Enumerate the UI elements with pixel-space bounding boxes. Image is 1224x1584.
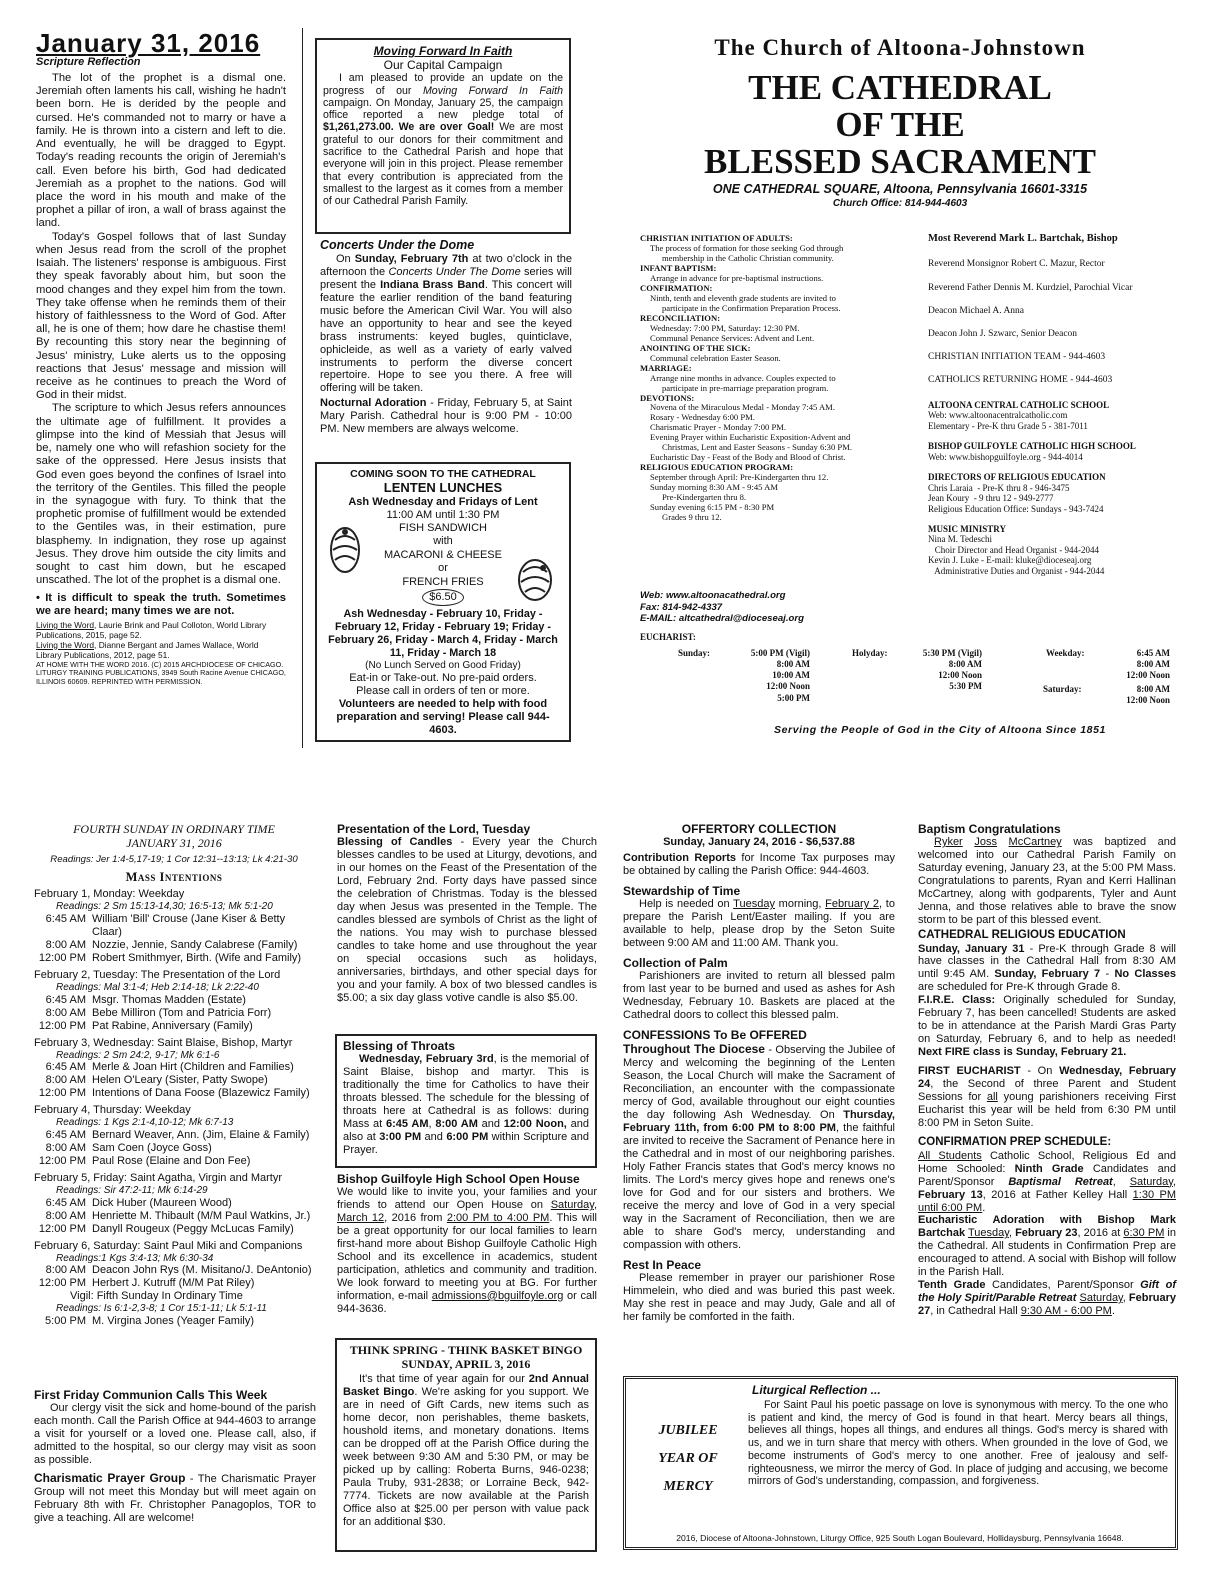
staff-entry: Most Reverend Mark L. Bartchak, Bishop <box>928 233 1118 244</box>
church-office-phone: Church Office: 814-944-4603 <box>832 198 968 209</box>
directory-line: Ninth, tenth and eleventh grade students are invited to <box>650 292 836 303</box>
mass-intention-row <box>34 1020 314 1033</box>
email-link[interactable]: E-MAIL: altcathedral@dioceseaj.org <box>640 613 804 624</box>
copyright-notice: AT HOME WITH THE WORD 2016. (C) 2015 ARCHDIOCESE OF CHICAGO. LITURGY TRAINING PUBLICATIONS, 3949 South Racine Avenue CHICAGO, ILLINOIS 60609. REPRINTED WITH PERMISSION. <box>36 659 286 686</box>
nocturnal-adoration: Nocturnal Adoration - Friday, February 5, at Saint Mary Parish. Cathedral hour is 9:00 PM - 10:00 PM. New members are always welcome. <box>320 397 572 436</box>
mass-time: 5:30 PM (Vigil) <box>922 648 982 658</box>
serving-tagline: Serving the People of God in the City of Altoona Since 1851 <box>774 724 1106 736</box>
liturgical-reflection-box <box>623 1376 1178 1550</box>
religious-ed-title: CATHEDRAL RELIGIOUS EDUCATION <box>918 928 1126 941</box>
stewardship-text: Help is needed on Tuesday morning, February 2, to prepare the Parish Lent/Easter mailing. If you are available to help, please drop by the Seton Suite between 9:00 AM and 11:00 AM. Thank you. <box>623 898 895 950</box>
mass-time: 8:00 AM <box>1136 684 1170 694</box>
mass-intention-time: 6:45 AM <box>45 1129 86 1142</box>
throats-title: Blessing of Throats <box>343 1039 456 1053</box>
guilfoyle-text: We would like to invite you, your families and your friends to attend our Open House on Saturday, March 12, 2016 from 2:00 PM to 4:00 PM. This will be a great opportunity for our local families to learn first-hand more about Bishop Guilfoyle Catholic High School and its excellence in academics, student participation, athletics and community and tradition. We look forward to meeting you at BG. For further information, e-mail admissions@bguilfoyle.org or call 944-3636. <box>337 1186 597 1315</box>
mass-intention-row <box>34 952 314 965</box>
guilfoyle-section <box>337 1172 597 1316</box>
directory-heading: RELIGIOUS EDUCATION PROGRAM: <box>640 462 794 473</box>
rest-title: Rest In Peace <box>623 1257 702 1272</box>
mass-intention-name: William 'Bill' Crouse (Jane Kiser & Betty Claar) <box>92 913 286 939</box>
mass-intention-name: Intentions of Dana Foose (Blazewicz Family) <box>92 1087 310 1100</box>
lenten-price: $6.50 <box>422 589 464 606</box>
ministry-directory <box>640 234 920 523</box>
reflection-bullet: • It is difficult to speak the truth. Sometimes we are heard; many times we are not. <box>36 591 286 617</box>
mass-intention-time: 8:00 AM <box>45 1142 86 1155</box>
school-line: Religious Education Office: Sundays - 943-7424 <box>928 503 1104 514</box>
mass-days <box>34 888 314 1290</box>
scripture-reflection-subtitle: Scripture Reflection <box>36 56 141 68</box>
mass-time: 8:00 AM <box>776 659 810 670</box>
reflection-paragraph: The scripture to which Jesus refers announces the ultimate age of fulfillment. It provides a glimpse into the kind of Messiah that Jesus will be, namely one who will refashion society for the sake of the oppressed. Here Jesus insists that God even goes beyond the confines of Israel into the territory of the Gentiles. This filled the people in the synagogue with fury. To think that the prophetic promise of fulfillment would be extended to the Gentiles was, in their estimation, pure blasphemy. In indignation, they rose up against Jesus. They drove him outside the city limits and sought to cast him down, but he escaped unscathed. The lot of the prophet is a dismal one. <box>36 402 286 587</box>
directory-heading: INFANT BAPTISM: <box>640 262 717 273</box>
directory-line: Charismatic Prayer - Monday 7:00 PM. <box>650 422 787 433</box>
bulletin-date: January 31, 2016 <box>36 28 261 58</box>
lenten-eat: Eat-in or Take-out. No pre-paid orders. <box>349 671 537 684</box>
bingo-date: SUNDAY, APRIL 3, 2016 <box>401 1357 531 1372</box>
fax-number: Fax: 814-942-4337 <box>640 601 723 613</box>
sunday-title: FOURTH SUNDAY IN ORDINARY TIME <box>73 822 275 836</box>
admissions-email-link[interactable]: admissions@bguilfoyle.org <box>431 1289 564 1302</box>
sunday-times <box>720 648 810 704</box>
concerts-text: On Sunday, February 7th at two o'clock in the afternoon the Concerts Under The Dome series will present the Indiana Brass Band. This concert will feature the earlier rendition of the band featuring music before the American Civil War. You will also have an opportunity to hear and see the keyed brass instruments: keyed bugles, quinticlave, ophicleide, as well as a variety of early valved instruments to perform the diverse concert repertoire. Hope to see you there. A free will offering will be taken. <box>320 252 573 395</box>
mass-day-readings: Readings: Mal 3:1-4; Heb 2:14-18; Lk 2:22-40 <box>56 981 259 993</box>
confessions-title: CONFESSIONS To Be OFFERED <box>623 1028 807 1043</box>
confirmation-title: CONFIRMATION PREP SCHEDULE: <box>918 1136 1112 1149</box>
lenten-dates: Ash Wednesday - February 10, Friday - February 12, Friday - February 19; Friday - February 26, Friday - March 4, Friday - March 11, Friday - March 18 <box>328 608 558 659</box>
mass-intention-row <box>34 1155 314 1168</box>
directory-heading: MARRIAGE: <box>640 362 692 373</box>
school-heading: MUSIC MINISTRY <box>928 523 1006 534</box>
mass-intention-time: 12:00 PM <box>38 1222 86 1235</box>
baptism-text: Ryker Joss McCartney was baptized and welcomed into our Cathedral Parish Family on Saturday evening, January 23, at the 5:00 PM Mass. Congratulations to parents, Ryan and Kerri Hallinan McCartney, along with godparents, Tyler and Aunt Jenna, and those relatives able to brave the snow storm to be part of this blessed event. <box>918 836 1176 926</box>
contribution-reports: Contribution Reports for Income Tax purposes may be obtained by calling the Parish Office: 944-4603. <box>623 852 895 878</box>
mass-intention-row <box>34 1087 314 1100</box>
directory-line: Sunday evening 6:15 PM - 8:30 PM <box>650 502 775 513</box>
mass-intention-time: 8:00 AM <box>45 1074 86 1087</box>
directory-line: The process of formation for those seeking God through <box>650 242 844 253</box>
scripture-reflection <box>36 72 286 686</box>
holyday-times <box>892 648 982 693</box>
offertory-amount: Sunday, January 24, 2016 - $6,537.88 <box>663 836 855 849</box>
directory-line: Sunday morning 8:30 AM - 9:45 AM <box>650 482 778 493</box>
saturday-label: Saturday: <box>1043 684 1082 694</box>
mass-intention-time: 8:00 AM <box>45 1264 86 1277</box>
bullet-icon: • <box>36 591 46 604</box>
school-line: Kevin J. Luke - E-mail: kluke@dioceseaj.org <box>928 555 1092 566</box>
lenten-volunteers: Volunteers are needed to help with food preparation and serving! Please call 944-4603. <box>336 697 550 736</box>
directory-heading: ANOINTING OF THE SICK: <box>640 342 751 353</box>
bingo-title: THINK SPRING - THINK BASKET BINGO <box>349 1343 583 1357</box>
mass-intention-row <box>34 939 314 952</box>
mass-time: 8:00 AM <box>1136 659 1170 670</box>
fish-icon <box>325 522 365 578</box>
mass-day-readings: Readings: 2 Sm 15:13-14,30; 16:5-13; Mk 5:1-20 <box>56 901 273 913</box>
mass-intention-name: Helen O'Leary (Sister, Patty Swope) <box>92 1074 268 1087</box>
capital-campaign-title: Moving Forward In Faith <box>373 44 513 58</box>
mass-intention-time: 6:45 AM <box>45 913 86 926</box>
lenten-subtitle: Ash Wednesday and Fridays of Lent <box>348 495 538 508</box>
baptism-title: Baptism Congratulations <box>918 822 1061 836</box>
lenten-no-lunch: (No Lunch Served on Good Friday) <box>365 659 521 671</box>
mass-intention-time: 12:00 PM <box>38 1155 86 1168</box>
mass-day-heading: February 5, Friday: Saint Agatha, Virgin and Martyr <box>34 1172 283 1185</box>
stewardship-title: Stewardship of Time <box>623 884 741 899</box>
mass-intention-row <box>34 1264 314 1277</box>
liturgical-title: Liturgical Reflection ... <box>752 1383 881 1397</box>
lenten-coming: COMING SOON TO THE CATHEDRAL <box>350 468 536 480</box>
schools-directory <box>928 400 1208 586</box>
reflection-paragraph: The lot of the prophet is a dismal one. Jeremiah often laments his call, wishing he hadn't been born. He is derided by the people and cursed. He's commanded not to marry or have a family. He is thrown into a cistern and left to die. And eventually, he will be dragged to Egypt. Today's reading recounts the origin of Jeremiah's call. Even before his birth, God had dedicated Jeremiah as a prophet to the nations. God will place the word in his mouth and make of the prophet a pillar of iron, a wall of brass against the land. <box>36 72 286 230</box>
weekday-label: Weekday: <box>1046 648 1085 658</box>
directory-line: Communal celebration Easter Season. <box>650 352 781 363</box>
school-heading: BISHOP GUILFOYLE CATHOLIC HIGH SCHOOL <box>928 441 1136 452</box>
directory-line: Grades 9 thru 12. <box>662 512 722 523</box>
sunday-readings: Readings: Jer 1:4-5,17-19; 1 Cor 12:31--13:13; Lk 4:21-30 <box>50 854 298 866</box>
church-name: The Church of Altoona-Johnstown <box>714 35 1086 60</box>
school-line: Chris Laraia - Pre-K thru 8 - 946-3475 <box>928 482 1070 493</box>
directory-heading: DEVOTIONS: <box>640 392 695 403</box>
mass-day-heading: February 4, Thursday: Weekday <box>34 1104 191 1117</box>
mass-day-heading: February 6, Saturday: Saint Paul Miki and Companions <box>34 1239 303 1252</box>
mass-intention-time: 12:00 PM <box>38 1277 86 1290</box>
mass-intention-name: Sam Coen (Joyce Goss) <box>92 1142 212 1155</box>
staff-entry: Reverend Monsignor Robert C. Mazur, Rector <box>928 259 1105 270</box>
mass-intention-name: Dick Huber (Maureen Wood) <box>92 1196 232 1209</box>
confessions-text: Throughout The Diocese - Observing the Jubilee of Mercy and welcoming the beginning of the Lenten Season, the Local Church will make the Sacrament of Reconciliation, an encounter with the compassionate mercy of God, available throughout our eight counties the day following Ash Wednesday. On Thursday, February 11th, from 6:00 PM to 8:00 PM, the faithful are invited to receive the Sacrament of Penance here in the Cathedral and in most of our neighboring parishes. Holy Father Francis states that God's mercy knows no limits. The Lord's mercy gives hope and renews one's love for God and for our sisters and brothers. We receive the mercy and love of God in a very special way in the Sacrament of Reconciliation, then we are able to share God's mercy, understanding and compassion with others. <box>623 1042 896 1251</box>
palm-title: Collection of Palm <box>623 956 728 971</box>
mass-intention-name: Nozzie, Jennie, Sandy Calabrese (Family) <box>92 939 298 952</box>
directory-line: participate in the Confirmation Preparation Process. <box>662 302 841 313</box>
vigil-mass-row: 5:00 PM M. Virgina Jones (Yeager Family) <box>45 1315 255 1328</box>
staff-directory <box>928 233 1208 399</box>
staff-entry: CHRISTIAN INITIATION TEAM - 944-4603 <box>928 352 1106 363</box>
mass-time: 8:00 AM <box>948 659 982 670</box>
mass-day-heading: February 1, Monday: Weekday <box>34 888 185 901</box>
mass-intention-time: 6:45 AM <box>45 993 86 1006</box>
directory-line: Novena of the Miraculous Medal - Monday 7:45 AM. <box>650 402 835 413</box>
mass-intention-name: Danyll Rougeux (Peggy McLucas Family) <box>92 1222 294 1235</box>
offertory-section <box>623 822 895 1324</box>
mass-intention-row <box>34 1210 314 1223</box>
staff-entry: Deacon John J. Szwarc, Senior Deacon <box>928 328 1078 339</box>
basket-bingo-box <box>335 1338 597 1552</box>
mass-time: 5:30 PM <box>949 681 982 692</box>
school-line: Elementary - Pre-K thru Grade 5 - 381-7011 <box>928 420 1088 431</box>
blessing-of-throats-box <box>335 1034 597 1168</box>
school-heading: ALTOONA CENTRAL CATHOLIC SCHOOL <box>928 400 1110 410</box>
mass-day-readings: Readings: Sir 47:2-11; Mk 6:14-29 <box>56 1185 208 1196</box>
mass-intention-name: Bernard Weaver, Ann. (Jim, Elaine & Family) <box>92 1129 310 1142</box>
throats-text: Wednesday, February 3rd, is the memorial of Saint Blaise, bishop and martyr. This is traditionally the time for Catholics to have their throats blessed. The schedule for the blessing of throats here at Cathedral is as follows: during Mass at 6:45 AM, 8:00 AM and 12:00 Noon, and also at 3:00 PM and 6:00 PM within Scripture and Prayer. <box>343 1053 589 1156</box>
contact-info <box>640 590 920 625</box>
presentation-text: Blessing of Candles - Every year the Church blesses candles to be used at Liturgy, devotions, and in our homes on the Feast of the Presentation of the Lord, February 2nd. Forty days have passed since the celebration of Christmas. Today is the blessed day when Jesus was presented in the Temple. The candles blessed are symbols of Christ as the light of the nations. You may wish to purchase blessed candles to take home and use throughout the year on special occasions such as holidays, anniversaries, birthdays, and other special days for you and your family. A box of two blessed candles is $5.00; a six day glass votive candle is also $5.00. <box>337 836 597 1004</box>
lenten-menu: 11:00 AM until 1:30 PM FISH SANDWICH with MACARONI & CHEESE or FRENCH FRIES <box>384 508 502 588</box>
school-line: Jean Koury - 9 thru 12 - 949-2777 <box>928 493 1054 504</box>
saturday-times <box>1080 684 1170 706</box>
directory-line: Arrange in advance for pre-baptismal instructions. <box>650 272 824 283</box>
school-group <box>928 472 1208 514</box>
eucharist-label: EUCHARIST: <box>640 632 696 642</box>
lenten-title: LENTEN LUNCHES <box>383 480 503 496</box>
first-friday-text: Our clergy visit the sick and home-bound of the parish each month. Call the Parish Office at 944-4603 to arrange a visit for yourself or a loved one. Please call, also, if admitted to the hospital, so our clergy may visit as soon as possible. <box>34 1402 316 1467</box>
directory-line: Arrange nine months in advance. Couples expected to <box>650 372 836 383</box>
citation: Living the Word, Laurie Brink and Paul Colloton, World Library Publications, 2015, page 52. <box>36 619 267 640</box>
directory-line: Evening Prayer within Eucharistic Exposition-Advent and <box>650 432 851 443</box>
mass-intention-row <box>34 1197 314 1210</box>
directory-line: Christmas, Lent and Easter Seasons - Sunday 6:30 PM. <box>662 442 852 453</box>
mass-intention-name: Paul Rose (Elaine and Don Fee) <box>92 1155 251 1168</box>
mass-intention-time: 6:45 AM <box>45 1196 86 1209</box>
tenth-grade-text: Tenth Grade Candidates, Parent/Sponsor Gift of the Holy Spirit/Parable Retreat Saturday, February 27, in Cathedral Hall 9:30 AM - 6:00 PM. <box>918 1279 1176 1318</box>
mass-time: 12:00 Noon <box>1126 695 1170 706</box>
school-group <box>928 524 1208 576</box>
mass-intention-row <box>34 1277 314 1290</box>
mass-intention-row <box>34 1007 314 1020</box>
school-line: Nina M. Tedeschi <box>928 534 992 545</box>
mass-time: 12:00 Noon <box>1126 670 1170 681</box>
mass-intention-row <box>34 1129 314 1142</box>
school-line: Administrative Duties and Organist - 944-2044 <box>928 565 1105 576</box>
column-divider <box>302 28 303 748</box>
liturgical-text: For Saint Paul his poetic passage on love is synonymous with mercy. To the one who is patient and kind, the mercy of God is found in that heart. Mercy bears all things, believes all things, hopes all things, and endures all things. God's mercy is shared with us, and we in turn share that mercy with others. When grounded in the love of God, we become instruments of God's mercy to one another. Free of jealousy and self-righteousness, we mirror the mercy of God. In place of judging and accusing, we become mirrors of God's understanding, compassion, and forgiveness. <box>748 1399 1168 1488</box>
fire-class-text: F.I.R.E. Class: Originally scheduled for Sunday, February 7, has been cancelled! Students are asked to be in attendance at the Parish Mardi Gras Party on Saturday, February 6, and to help as needed! Next FIRE class is Sunday, February 21. <box>918 994 1176 1059</box>
directory-line: Communal Penance Services: Advent and Lent. <box>650 332 815 343</box>
mass-intentions-section <box>34 822 314 1328</box>
concerts-section <box>320 238 572 436</box>
mass-intention-time: 12:00 PM <box>38 1019 86 1032</box>
directory-line: Pre-Kindergarten thru 8. <box>662 492 747 503</box>
mass-intention-name: Herbert J. Kutruff (M/M Pat Riley) <box>92 1277 255 1290</box>
mass-intention-name: Merle & Joan Hirt (Children and Families) <box>92 1061 294 1074</box>
presentation-title: Presentation of the Lord, Tuesday <box>337 822 531 836</box>
mass-intention-row <box>34 1142 314 1155</box>
concerts-title: Concerts Under the Dome <box>320 238 475 252</box>
school-line: Web: www.bishopguilfoyle.org - 944-4014 <box>928 451 1083 462</box>
bingo-text: It's that time of year again for our 2nd Annual Basket Bingo. We're asking for you support. We are in need of Gift Cards, new items such as home decor, non perishables, theme baskets, houshold items, and monetary donations. Items can be dropped off at the Parish Office during the week between 9:30 AM and 5:30 PM, or may be picked up by calling: Roberta Burns, 946-0238; Paula Truby, 931-2838; or Lorraine Beck, 942-7774. Tickets are now available at the Parish Office also at $25.00 per person with value pack for an additional $30. <box>343 1373 590 1528</box>
mass-time: 12:00 Noon <box>766 681 810 692</box>
holyday-label: Holyday: <box>852 648 888 658</box>
directory-heading: RECONCILIATION: <box>640 312 721 323</box>
mass-day-heading: February 3, Wednesday: Saint Blaise, Bishop, Martyr <box>34 1036 293 1049</box>
school-line: Choir Director and Head Organist - 944-2044 <box>928 544 1100 555</box>
directory-line: participate in pre-marriage preparation program. <box>662 382 829 393</box>
eucharist-schedule <box>640 632 1200 706</box>
mass-intention-name: Deacon John Rys (M. Misitano/J. DeAntonio) <box>92 1264 312 1277</box>
staff-entry: Reverend Father Dennis M. Kurdziel, Parochial Vicar <box>928 282 1133 293</box>
mass-intention-time: 6:45 AM <box>45 1061 86 1074</box>
rest-text: Please remember in prayer our parishioner Rose Himmelein, who died and was buried this past week. May she rest in peace and may Judy, Gale and all of her family be comforted in the faith. <box>623 1271 895 1323</box>
mass-intention-name: Henriette M. Thibault (M/M Paul Watkins, Jr.) <box>92 1209 311 1222</box>
staff-entry: Deacon Michael A. Anna <box>928 305 1025 316</box>
liturgical-footer: 2016, Diocese of Altoona-Johnstown, Liturgy Office, 925 South Logan Boulevard, Hollidaysburg, Pennsylvania 16648. <box>676 1532 1124 1543</box>
offertory-title: OFFERTORY COLLECTION <box>681 822 837 836</box>
first-friday-title: First Friday Communion Calls This Week <box>34 1388 268 1402</box>
directory-line: membership in the Catholic Christian community. <box>662 252 834 263</box>
mass-intention-row <box>34 994 314 1007</box>
mass-intention-time: 12:00 PM <box>38 952 86 965</box>
school-group <box>928 400 1208 431</box>
vigil-title: Vigil: Fifth Sunday In Ordinary Time <box>70 1290 243 1303</box>
staff-entry: CATHOLICS RETURNING HOME - 944-4603 <box>928 375 1113 386</box>
adoration-text: Eucharistic Adoration with Bishop Mark Bartchak Tuesday, February 23, 2016 at 6:30 PM in the Cathedral. All students in Confirmation Prep are encouraged to attend. A social with Bishop will follow in the Parish Hall. <box>918 1214 1176 1279</box>
mass-time: 6:45 AM <box>1136 648 1170 658</box>
mass-day-readings: Readings:1 Kgs 3:4-13; Mk 6:30-34 <box>56 1252 214 1264</box>
weekday-times <box>1080 648 1170 681</box>
palm-text: Parishioners are invited to return all blessed palm from last year to be burned and used as ashes for Ash Wednesday, February 10. Baskets are placed at the Cathedral doors to collect this blessed palm. <box>623 970 895 1022</box>
mass-intention-time: 8:00 AM <box>45 1209 86 1222</box>
mass-time: 10:00 AM <box>772 670 810 681</box>
capital-campaign-box <box>315 38 571 234</box>
school-line: Web: www.altoonacentralcatholic.com <box>928 410 1068 421</box>
fish-icon <box>513 554 557 606</box>
mass-time: 5:00 PM <box>777 692 810 703</box>
mass-day-readings: Readings: 1 Kgs 2:1-4,10-12; Mk 6:7-13 <box>56 1117 234 1129</box>
citation: Living the Word, Dianne Bergant and James Wallace, World Library Publications, 2012, page 51. <box>36 639 259 660</box>
mass-time: 12:00 Noon <box>938 670 982 681</box>
mass-intention-name: Robert Smithmyer, Birth. (Wife and Family) <box>92 952 302 965</box>
mass-day-readings: Readings: 2 Sm 24:2, 9-17; Mk 6:1-6 <box>56 1049 220 1061</box>
guilfoyle-title: Bishop Guilfoyle High School Open House <box>337 1172 580 1186</box>
lenten-lunches-box <box>315 462 571 742</box>
vigil-readings: Readings: Is 6:1-2,3-8; 1 Cor 15:1-11; Lk 5:1-11 <box>56 1303 267 1315</box>
mass-intention-row <box>34 1074 314 1087</box>
confirmation-text: All Students Catholic School, Religious Ed and Home Schooled: Ninth Grade Candidates and Parent/Sponsor Baptismal Retreat, Saturday, February 13, 2016 at Father Kelley Hall 1:30 PM until 6:00 PM. <box>918 1149 1177 1214</box>
capital-campaign-text: I am pleased to provide an update on the progress of our Moving Forward In Faith campaign. On Monday, January 25, the campaign office reported a new pledge total of $1,261,273.00. We are over Goal! We are most grateful to our donors for their commitment and sacrifice to the Cathedral Parish and hope that everyone will join in this project. Please remember that every contribution is appreciated from the smallest to the largest as it comes from a member of our Cathedral Parish Family. <box>323 72 563 208</box>
mass-intention-row <box>34 1061 314 1074</box>
sunday-label: Sunday: <box>678 648 711 658</box>
first-eucharist-text: FIRST EUCHARIST - On Wednesday, February 24, the Second of three Parent and Student Sessions for all young parishioners receiving First Eucharist this year will be held from 6:30 PM until 8:00 PM in Seton Suite. <box>918 1065 1176 1130</box>
directory-heading: CONFIRMATION: <box>640 282 713 293</box>
school-group <box>928 441 1208 462</box>
reflection-paragraph: Today's Gospel follows that of last Sunday when Jesus read from the scroll of the prophet Isaiah. The listeners' response is ambiguous. First they speak favorably about him, but soon the mood changes and they expel him from the town. They take offense when he reminds them of their history of faithlessness to the Word of God. After all, he is one of them; how dare he chastise them! By recounting this story near the beginning of Jesus' ministry, Luke alerts us to the opposing reactions that Jesus' message and mission will receive as he continues to preach the Word of God in their midst. <box>36 230 286 402</box>
directory-line: Rosary - Wednesday 6:00 PM. <box>650 412 755 423</box>
mass-intention-name: Bebe Milliron (Tom and Patricia Forr) <box>92 1006 272 1019</box>
cathedral-title: THE CATHEDRAL OF THE BLESSED SACRAMENT <box>704 68 1096 181</box>
directory-line: Wednesday: 7:00 PM, Saturday: 12:30 PM. <box>650 322 800 333</box>
mass-intention-name: Pat Rabine, Anniversary (Family) <box>92 1019 253 1032</box>
capital-campaign-subtitle: Our Capital Campaign <box>383 58 503 73</box>
directory-line: September through April: Pre-Kindergarten thru 12. <box>650 472 829 483</box>
sunday-date: JANUARY 31, 2016 <box>126 836 222 851</box>
presentation-section <box>337 822 597 1005</box>
mass-intention-row <box>34 1223 314 1236</box>
website-link[interactable]: Web: www.altoonacathedral.org <box>640 590 786 601</box>
jubilee-year-of-mercy: JUBILEE YEAR OF MERCY <box>658 1423 718 1494</box>
parish-news-section <box>918 822 1176 1318</box>
mass-intention-row <box>34 913 314 939</box>
mass-time: 5:00 PM (Vigil) <box>750 648 810 658</box>
charismatic-text: Charismatic Prayer Group - The Charismatic Prayer Group will not meet this Monday but will meet again on February 8th with Fr. Christopher Panagoplos, TOR to give a teaching. All are welcome! <box>34 1471 316 1524</box>
directory-heading: CHRISTIAN INITIATION OF ADULTS: <box>640 233 793 243</box>
mass-intention-time: 8:00 AM <box>45 939 86 952</box>
directory-line: Eucharistic Day - Feast of the Body and Blood of Christ. <box>650 452 846 463</box>
religious-ed-text: Sunday, January 31 - Pre-K through Grade 8 will have classes in the Cathedral Hall from 8:30 AM until 9:45 AM. Sunday, February 7 - No Classes are scheduled for Pre-K through Grade 8. <box>918 942 1176 994</box>
first-friday-section <box>34 1388 316 1525</box>
mass-intention-time: 8:00 AM <box>45 1006 86 1019</box>
mass-intention-name: Msgr. Thomas Madden (Estate) <box>92 993 246 1006</box>
cathedral-address: ONE CATHEDRAL SQUARE, Altoona, Pennsylvania 16601-3315 <box>712 182 1088 196</box>
lenten-call: Please call in orders of ten or more. <box>356 684 530 697</box>
mass-intention-time: 12:00 PM <box>38 1087 86 1100</box>
mass-intentions-title: Mass Intentions <box>125 869 223 884</box>
school-heading: DIRECTORS OF RELIGIOUS EDUCATION <box>928 472 1106 483</box>
mass-day-heading: February 2, Tuesday: The Presentation of the Lord <box>34 969 281 982</box>
